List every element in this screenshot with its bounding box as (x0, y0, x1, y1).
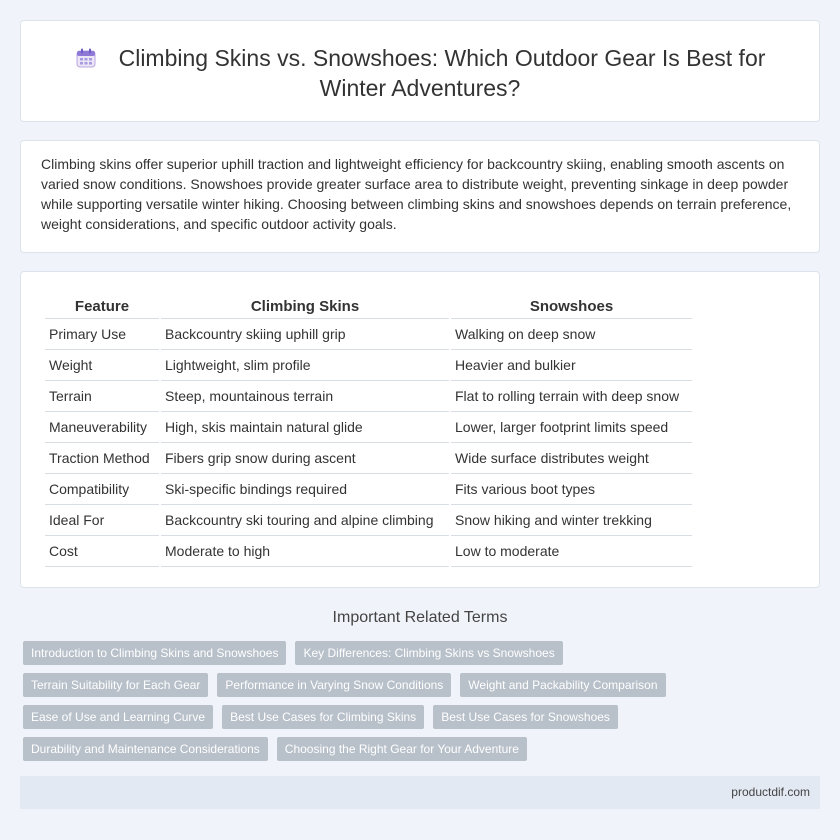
feature-cell: Cost (45, 536, 159, 567)
related-term-tag[interactable]: Key Differences: Climbing Skins vs Snowshoes (295, 641, 562, 665)
climbing-skins-cell: Backcountry ski touring and alpine climbing (161, 505, 449, 536)
related-terms-title: Important Related Terms (332, 609, 508, 626)
related-term-tag[interactable]: Introduction to Climbing Skins and Snowshoes (23, 641, 286, 665)
related-term-tag[interactable]: Best Use Cases for Snowshoes (433, 705, 618, 729)
feature-cell: Terrain (45, 381, 159, 412)
table-row (45, 505, 692, 536)
climbing-skins-cell: High, skis maintain natural glide (161, 412, 449, 443)
snowshoes-cell: Flat to rolling terrain with deep snow (451, 381, 692, 412)
column-header-snowshoes: Snowshoes (451, 294, 692, 319)
footer-site-name[interactable]: productdif.com (731, 785, 810, 799)
feature-cell: Compatibility (45, 474, 159, 505)
feature-cell: Traction Method (45, 443, 159, 474)
snowshoes-cell: Heavier and bulkier (451, 350, 692, 381)
column-header-feature: Feature (45, 294, 159, 319)
snowshoes-cell: Low to moderate (451, 536, 692, 567)
related-term-tag[interactable]: Durability and Maintenance Considerations (23, 737, 268, 761)
related-term-tag[interactable]: Choosing the Right Gear for Your Adventure (277, 737, 527, 761)
snowshoes-cell: Lower, larger footprint limits speed (451, 412, 692, 443)
comparison-card (20, 271, 820, 588)
page-title: Climbing Skins vs. Snowshoes: Which Outdoor Gear Is Best for Winter Adventures? (118, 45, 766, 101)
intro-card (20, 140, 820, 253)
climbing-skins-cell: Fibers grip snow during ascent (161, 443, 449, 474)
table-row (45, 536, 692, 567)
snowshoes-cell: Snow hiking and winter trekking (451, 505, 692, 536)
table-row (45, 443, 692, 474)
page-title-row (21, 43, 819, 103)
column-header-climbing-skins: Climbing Skins (161, 294, 449, 319)
table-row (45, 474, 692, 505)
table-row (45, 350, 692, 381)
table-row (45, 319, 692, 350)
related-term-tag[interactable]: Terrain Suitability for Each Gear (23, 673, 208, 697)
header-card (20, 20, 820, 122)
related-term-tag[interactable]: Ease of Use and Learning Curve (23, 705, 213, 729)
climbing-skins-cell: Moderate to high (161, 536, 449, 567)
feature-cell: Primary Use (45, 319, 159, 350)
snowshoes-cell: Walking on deep snow (451, 319, 692, 350)
feature-cell: Maneuverability (45, 412, 159, 443)
snowshoes-cell: Wide surface distributes weight (451, 443, 692, 474)
related-terms-tags (23, 641, 763, 769)
related-term-tag[interactable]: Best Use Cases for Climbing Skins (222, 705, 424, 729)
related-term-tag[interactable]: Weight and Packability Comparison (460, 673, 665, 697)
climbing-skins-cell: Backcountry skiing uphill grip (161, 319, 449, 350)
climbing-skins-cell: Ski-specific bindings required (161, 474, 449, 505)
intro-paragraph: Climbing skins offer superior uphill traction and lightweight efficiency for backcountry skiing, enabling smooth ascents on varied snow conditions. Snowshoes provide greater surface area to distribute weight, preventing sinkage in deep powder while supporting versatile winter hiking. Choosing between climbing skins and snowshoes depends on terrain preference, weight considerations, and specific outdoor activity goals. (41, 156, 792, 232)
feature-cell: Weight (45, 350, 159, 381)
snowshoes-cell: Fits various boot types (451, 474, 692, 505)
footer-bar (20, 776, 820, 809)
related-term-tag[interactable]: Performance in Varying Snow Conditions (217, 673, 451, 697)
climbing-skins-cell: Steep, mountainous terrain (161, 381, 449, 412)
climbing-skins-cell: Lightweight, slim profile (161, 350, 449, 381)
table-row (45, 412, 692, 443)
feature-cell: Ideal For (45, 505, 159, 536)
comparison-table (43, 294, 694, 567)
calendar-icon (75, 47, 97, 69)
table-header-row (45, 294, 692, 319)
table-row (45, 381, 692, 412)
